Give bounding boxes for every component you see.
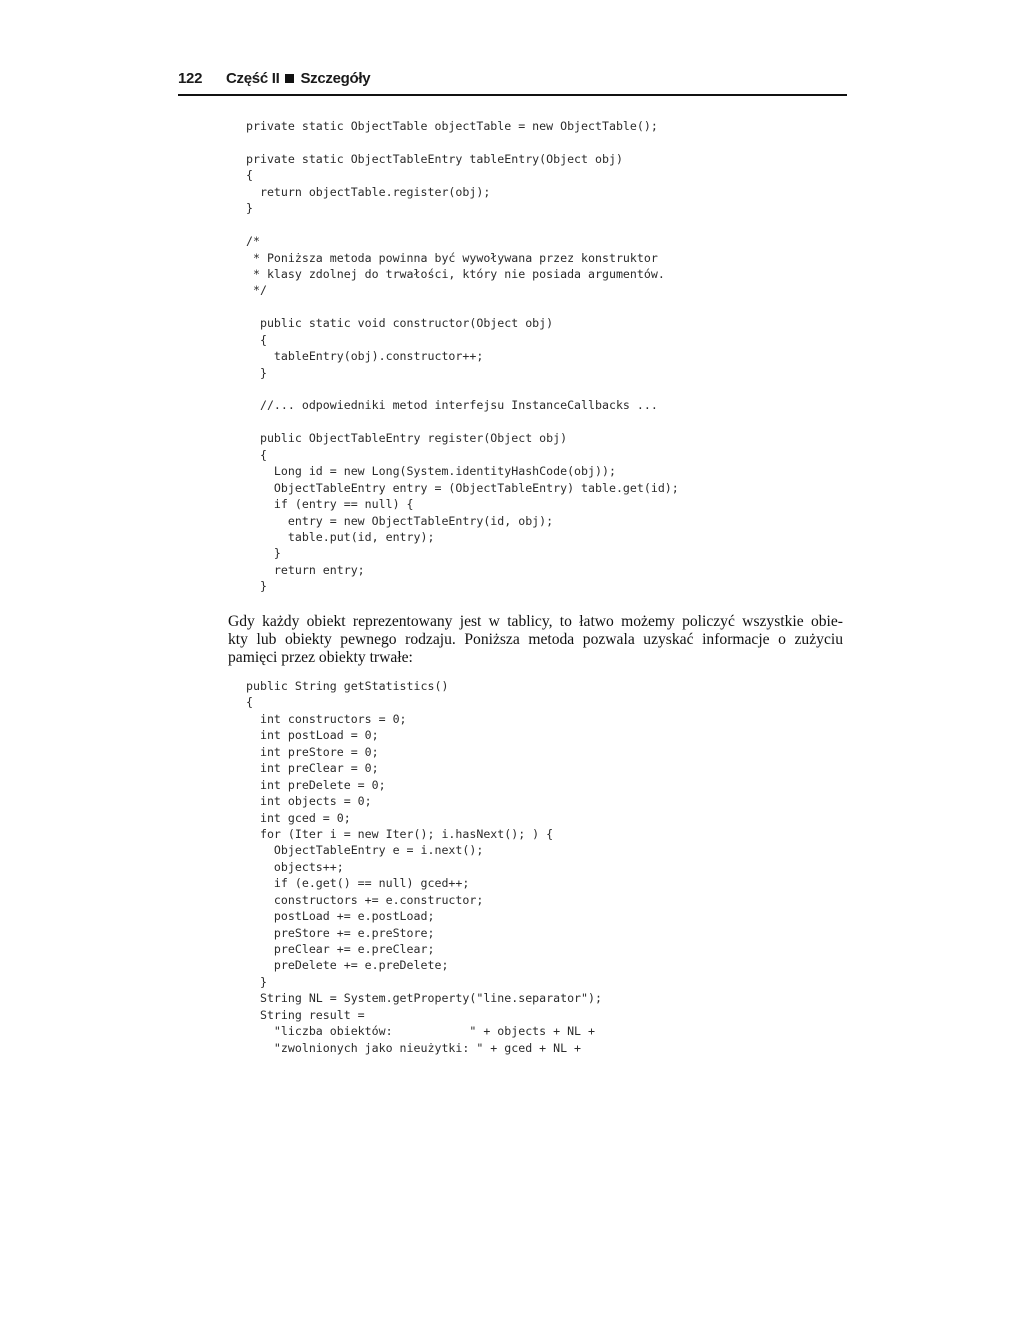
- code-line: ObjectTableEntry entry = (ObjectTableEntry) table.get(id);: [246, 480, 679, 495]
- body-paragraph: [228, 613, 843, 667]
- code-line: ObjectTableEntry e = i.next();: [246, 843, 484, 858]
- code-line: {: [246, 695, 253, 710]
- code-line: "zwolnionych jako nieużytki: " + gced + NL +: [246, 1040, 582, 1055]
- code-line: "liczba obiektów: " + objects + NL +: [246, 1024, 596, 1039]
- header-title: [226, 70, 370, 87]
- code-line: int gced = 0;: [246, 810, 351, 825]
- code-line: for (Iter i = new Iter(); i.hasNext(); ) {: [246, 826, 554, 841]
- paragraph-line: pamięci przez obiekty trwałe:: [228, 649, 413, 666]
- code-line: */: [246, 283, 267, 298]
- code-line: String result =: [246, 1007, 365, 1022]
- code-line: int preClear = 0;: [246, 761, 379, 776]
- code-line: constructors += e.constructor;: [246, 892, 484, 907]
- code-line: }: [246, 365, 267, 380]
- code-line: public static void constructor(Object obj): [246, 316, 554, 331]
- code-line: [246, 414, 679, 430]
- code-line: tableEntry(obj).constructor++;: [246, 349, 484, 364]
- code-line: {: [246, 168, 253, 183]
- code-line: [246, 299, 679, 315]
- code-line: table.put(id, entry);: [246, 529, 435, 544]
- code-line: if (entry == null) {: [246, 497, 414, 512]
- code-block-1: [246, 118, 679, 595]
- code-line: int preDelete = 0;: [246, 777, 386, 792]
- running-header: [178, 68, 847, 96]
- code-line: }: [246, 579, 267, 594]
- code-line: private static ObjectTableEntry tableEntry(Object obj): [246, 151, 623, 166]
- code-line: * klasy zdolnej do trwałości, który nie posiada argumentów.: [246, 266, 665, 281]
- code-line: return objectTable.register(obj);: [246, 184, 491, 199]
- code-line: postLoad += e.postLoad;: [246, 909, 435, 924]
- section-label: Szczegóły: [300, 70, 371, 87]
- code-line: * Poniższa metoda powinna być wywoływana przez konstruktor: [246, 250, 658, 265]
- page-number: 122: [178, 70, 203, 87]
- code-line: entry = new ObjectTableEntry(id, obj);: [246, 513, 554, 528]
- code-line: Long id = new Long(System.identityHashCode(obj));: [246, 464, 616, 479]
- code-line: private static ObjectTable objectTable = new ObjectTable();: [246, 119, 658, 133]
- code-block-2: [246, 678, 602, 1056]
- code-line: /*: [246, 234, 260, 249]
- code-line: [246, 217, 679, 233]
- paragraph-line: kty lub obiekty pewnego rodzaju. Poniższa metoda pozwala uzyskać informacje o zużyciu: [228, 631, 843, 648]
- code-line: [246, 134, 679, 150]
- code-line: {: [246, 332, 267, 347]
- code-line: preDelete += e.preDelete;: [246, 958, 449, 973]
- code-line: {: [246, 447, 267, 462]
- code-line: }: [246, 546, 281, 561]
- code-line: }: [246, 974, 267, 989]
- square-bullet-icon: [285, 74, 294, 83]
- code-line: String NL = System.getProperty("line.separator");: [246, 991, 602, 1006]
- code-line: [246, 381, 679, 397]
- code-line: int objects = 0;: [246, 794, 372, 809]
- code-line: return entry;: [246, 562, 365, 577]
- code-line: public ObjectTableEntry register(Object obj): [246, 431, 568, 446]
- code-line: preClear += e.preClear;: [246, 942, 435, 956]
- part-label: Część II: [226, 70, 280, 87]
- code-line: int constructors = 0;: [246, 711, 407, 726]
- code-line: int postLoad = 0;: [246, 728, 379, 743]
- code-line: public String getStatistics(): [246, 679, 449, 693]
- code-line: }: [246, 201, 253, 216]
- code-line: if (e.get() == null) gced++;: [246, 876, 470, 891]
- code-line: int preStore = 0;: [246, 744, 379, 759]
- code-line: preStore += e.preStore;: [246, 925, 435, 940]
- code-line: objects++;: [246, 859, 344, 874]
- code-line: //... odpowiedniki metod interfejsu InstanceCallbacks ...: [246, 398, 658, 413]
- paragraph-line: Gdy każdy obiekt reprezentowany jest w tablicy, to łatwo możemy policzyć wszystkie obie-: [228, 613, 843, 630]
